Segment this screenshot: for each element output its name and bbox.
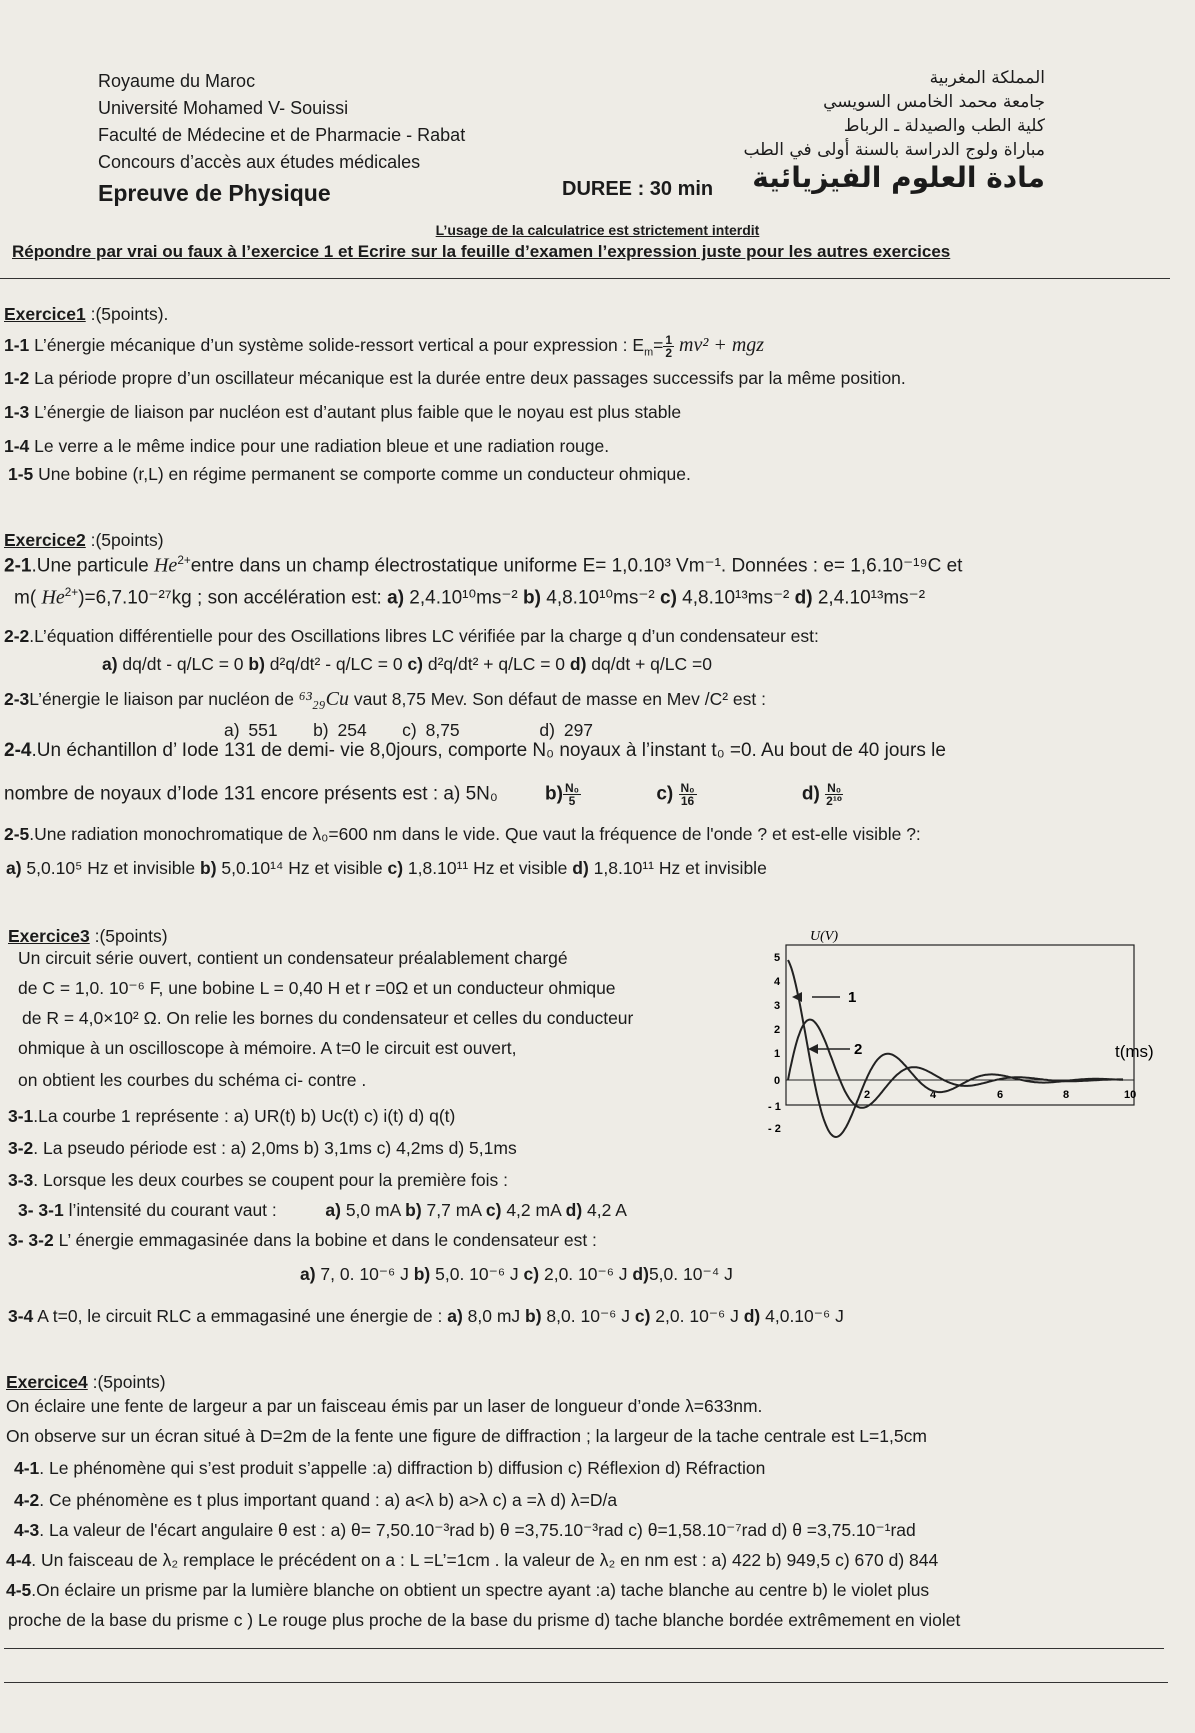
x-tick: 8	[1063, 1089, 1070, 1101]
question-3-3-2: 3- 3-2 L’ énergie emmagasinée dans la bobine et dans le condensateur est :	[8, 1230, 597, 1250]
question-2-4-options: nombre de noyaux d’Iode 131 encore présents est : a) 5N₀ b) $\frac{\text{N₀}}{5}$ c) $\frac{\text{N₀}}{16}$ d) $\frac{\text{N₀}}{\text{2¹⁰}}$	[4, 781, 843, 808]
question-2-5: 2-5.Une radiation monochromatique de λ₀=600 nm dans le vide. Que vaut la fréquence de l'onde ? et est-elle visible ?:	[4, 824, 921, 844]
header-line-ar: كلية الطب والصيدلة ـ الرباط	[843, 116, 1045, 136]
ex3-intro-line: Un circuit série ouvert, contient un condensateur préalablement chargé	[18, 948, 568, 968]
question-2-1: 2-1.Une particule $He^{2+}entre$ dans un champ électrostatique uniforme E= 1,0.10³ Vm⁻¹. Données : e= 1,6.10⁻¹⁹C et	[4, 554, 963, 577]
exercise-title: Exercice3 :(5points)	[8, 926, 168, 946]
curve-2-label: 2	[854, 1041, 863, 1058]
y-axis-label: U(V)	[810, 929, 838, 944]
x-tick: 10	[1124, 1089, 1137, 1101]
question-4-3: 4-3. La valeur de l'écart angulaire θ est : a) θ= 7,50.10⁻³rad b) θ =3,75.10⁻³rad c) θ=1,58.10⁻⁷rad d) θ =3,75.10⁻¹rad	[14, 1520, 916, 1540]
header-line: Faculté de Médecine et de Pharmacie - Rabat	[98, 125, 466, 145]
header-line: Royaume du Maroc	[98, 71, 256, 91]
question-2-2: 2-2.L’équation différentielle pour des Oscillations libres LC vérifiée par la charge q d’un condensateur est:	[4, 626, 819, 646]
question-3-3-1: 3- 3-1 l’intensité du courant vaut : a) 5,0 mA b) 7,7 mA c) 4,2 mA d) 4,2 A	[18, 1200, 627, 1220]
question-3-1: 3-1.La courbe 1 représente : a) UR(t) b) Uc(t) c) i(t) d) q(t)	[8, 1106, 456, 1126]
exercise-title: Exercice4 :(5points)	[6, 1372, 166, 1392]
question-2-5-options: a) 5,0.10⁵ Hz et invisible b) 5,0.10¹⁴ Hz et visible c) 1,8.10¹¹ Hz et visible d) 1,8.10¹¹ Hz et invisible	[6, 858, 767, 878]
question-3-4: 3-4 A t=0, le circuit RLC a emmagasiné une énergie de : a) 8,0 mJ b) 8,0. 10⁻⁶ J c) 2,0. 10⁻⁶ J d) 4,0.10⁻⁶ J	[8, 1306, 844, 1326]
question-4-4: 4-4. Un faisceau de λ₂ remplace le précédent on a : L =L’=1cm . la valeur de λ₂ en nm est : a) 422 b) 949,5 c) 670 d) 844	[6, 1550, 939, 1570]
question-4-1: 4-1. Le phénomène qui s’est produit s’appelle :a) diffraction b) diffusion c) Réflexion d) Réfraction	[14, 1458, 766, 1478]
header-right	[743, 66, 1045, 194]
question-1-1: 1-1 L’énergie mécanique d’un système solide-ressort vertical a pour expression : $E_m=$ $\frac{1}{2}$ mv² + mgz	[4, 333, 765, 360]
x-tick: 4	[930, 1089, 937, 1101]
header-line-ar: جامعة محمد الخامس السويسي	[823, 92, 1045, 112]
header-line-ar: المملكة المغربية	[929, 68, 1045, 88]
y-tick: 4	[774, 976, 781, 988]
rule-answer: Répondre par vrai ou faux à l’exercice 1 et Ecrire sur la feuille d’examen l’expression juste pour les autres exercices	[12, 242, 951, 261]
question-3-2: 3-2. La pseudo période est : a) 2,0ms b) 3,1ms c) 4,2ms d) 5,1ms	[8, 1138, 517, 1158]
exam-title-ar: مادة العلوم الفيزيائية	[752, 161, 1045, 194]
question-3-3: 3-3. Lorsque les deux courbes se coupent pour la première fois :	[8, 1170, 509, 1190]
question-2-1-options: m( $He^{2+})=6,7.10^{-27}kg$ ; son accélération est: a) 2,4.10¹⁰ms⁻² b) 4,8.10¹⁰ms⁻² c) 4,8.10¹³ms⁻² d) 2,4.10¹³ms⁻²	[14, 586, 926, 609]
exam-duration: DUREE : 30 min	[562, 178, 714, 200]
header-line: Université Mohamed V- Souissi	[98, 98, 349, 118]
y-tick: 3	[774, 1000, 781, 1012]
exam-title: Epreuve de Physique	[98, 180, 331, 206]
header-left	[98, 68, 465, 207]
y-ticks	[768, 952, 781, 1135]
divider	[0, 278, 1170, 279]
x-ticks	[864, 1089, 1136, 1101]
y-tick: 1	[774, 1048, 781, 1060]
question-4-5-cont: proche de la base du prisme c ) Le rouge plus proche de la base du prisme d) tache blanche bordée extrêmement en violet	[8, 1610, 961, 1630]
question-1-4: 1-4 Le verre a le même indice pour une radiation bleue et une radiation rouge.	[4, 436, 610, 456]
ex3-intro-line: ohmique à un oscilloscope à mémoire. A t=0 le circuit est ouvert,	[18, 1038, 517, 1058]
question-2-3-options: a) 551 b) 254 c) 8,75 d) 297	[224, 720, 594, 740]
question-1-2: 1-2 La période propre d’un oscillateur mécanique est la durée entre deux passages successifs par la même position.	[4, 368, 906, 388]
question-2-2-options: a) dq/dt - q/LC = 0 b) d²q/dt² - q/LC = 0 c) d²q/dt² + q/LC = 0 d) dq/dt + q/LC =0	[102, 654, 712, 674]
x-axis-label: t(ms)	[1115, 1042, 1154, 1061]
x-tick: 6	[997, 1089, 1004, 1101]
question-4-5: 4-5.On éclaire un prisme par la lumière blanche on obtient un spectre ayant :a) tache blanche au centre b) le violet plus	[6, 1580, 930, 1600]
header-line-ar: مباراة ولوج الدراسة بالسنة أولى في الطب	[743, 140, 1045, 160]
question-2-3: 2-3L’énergie le liaison par nucléon de ⁶³₂₉Cu vaut 8,75 Mev. Son défaut de masse en Mev /C² est :	[4, 688, 766, 710]
ex4-intro-line: On observe sur un écran situé à D=2m de la fente une figure de diffraction ; la largeur de la tache centrale est L=1,5cm	[6, 1426, 927, 1446]
header-line: Concours d’accès aux études médicales	[98, 152, 421, 172]
divider	[4, 1682, 1168, 1683]
divider	[4, 1648, 1164, 1649]
exercise-title: Exercice2 :(5points)	[4, 530, 164, 550]
y-tick: 5	[774, 952, 781, 964]
question-2-4: 2-4.Un échantillon d’ Iode 131 de demi- vie 8,0jours, comporte N₀ noyaux à l’instant t₀ =0. Au bout de 40 jours le	[4, 740, 946, 761]
ex4-intro-line: On éclaire une fente de largeur a par un faisceau émis par un laser de longueur d’onde λ=633nm.	[6, 1396, 763, 1416]
rule-calculator: L’usage de la calculatrice est strictement interdit	[435, 222, 760, 238]
y-tick: - 1	[768, 1101, 781, 1113]
y-tick: 2	[774, 1024, 781, 1036]
question-3-3-2-options: a) 7, 0. 10⁻⁶ J b) 5,0. 10⁻⁶ J c) 2,0. 10⁻⁶ J d)5,0. 10⁻⁴ J	[300, 1264, 733, 1284]
question-1-5: 1-5 Une bobine (r,L) en régime permanent se comporte comme un conducteur ohmique.	[8, 464, 691, 484]
x-tick: 2	[864, 1089, 871, 1101]
curve-1-label: 1	[848, 989, 857, 1006]
oscilloscope-graph	[768, 925, 1154, 1135]
ex3-intro-line: de C = 1,0. 10⁻⁶ F, une bobine L = 0,40 H et r =0Ω et un conducteur ohmique	[18, 978, 616, 998]
y-tick: - 2	[768, 1123, 781, 1135]
curve-2	[788, 1020, 1123, 1108]
exercise-title: Exercice1 :(5points).	[4, 304, 169, 324]
ex3-intro-line: de R = 4,0×10² Ω. On relie les bornes du condensateur et celles du conducteur	[22, 1008, 634, 1028]
ex3-intro-line: on obtient les courbes du schéma ci- contre .	[18, 1070, 367, 1090]
question-4-2: 4-2. Ce phénomène es t plus important quand : a) a<λ b) a>λ c) a =λ d) λ=D/a	[14, 1490, 618, 1510]
y-tick: 0	[774, 1075, 781, 1087]
question-1-3: 1-3 L’énergie de liaison par nucléon est d’autant plus faible que le noyau est plus stable	[4, 402, 682, 422]
